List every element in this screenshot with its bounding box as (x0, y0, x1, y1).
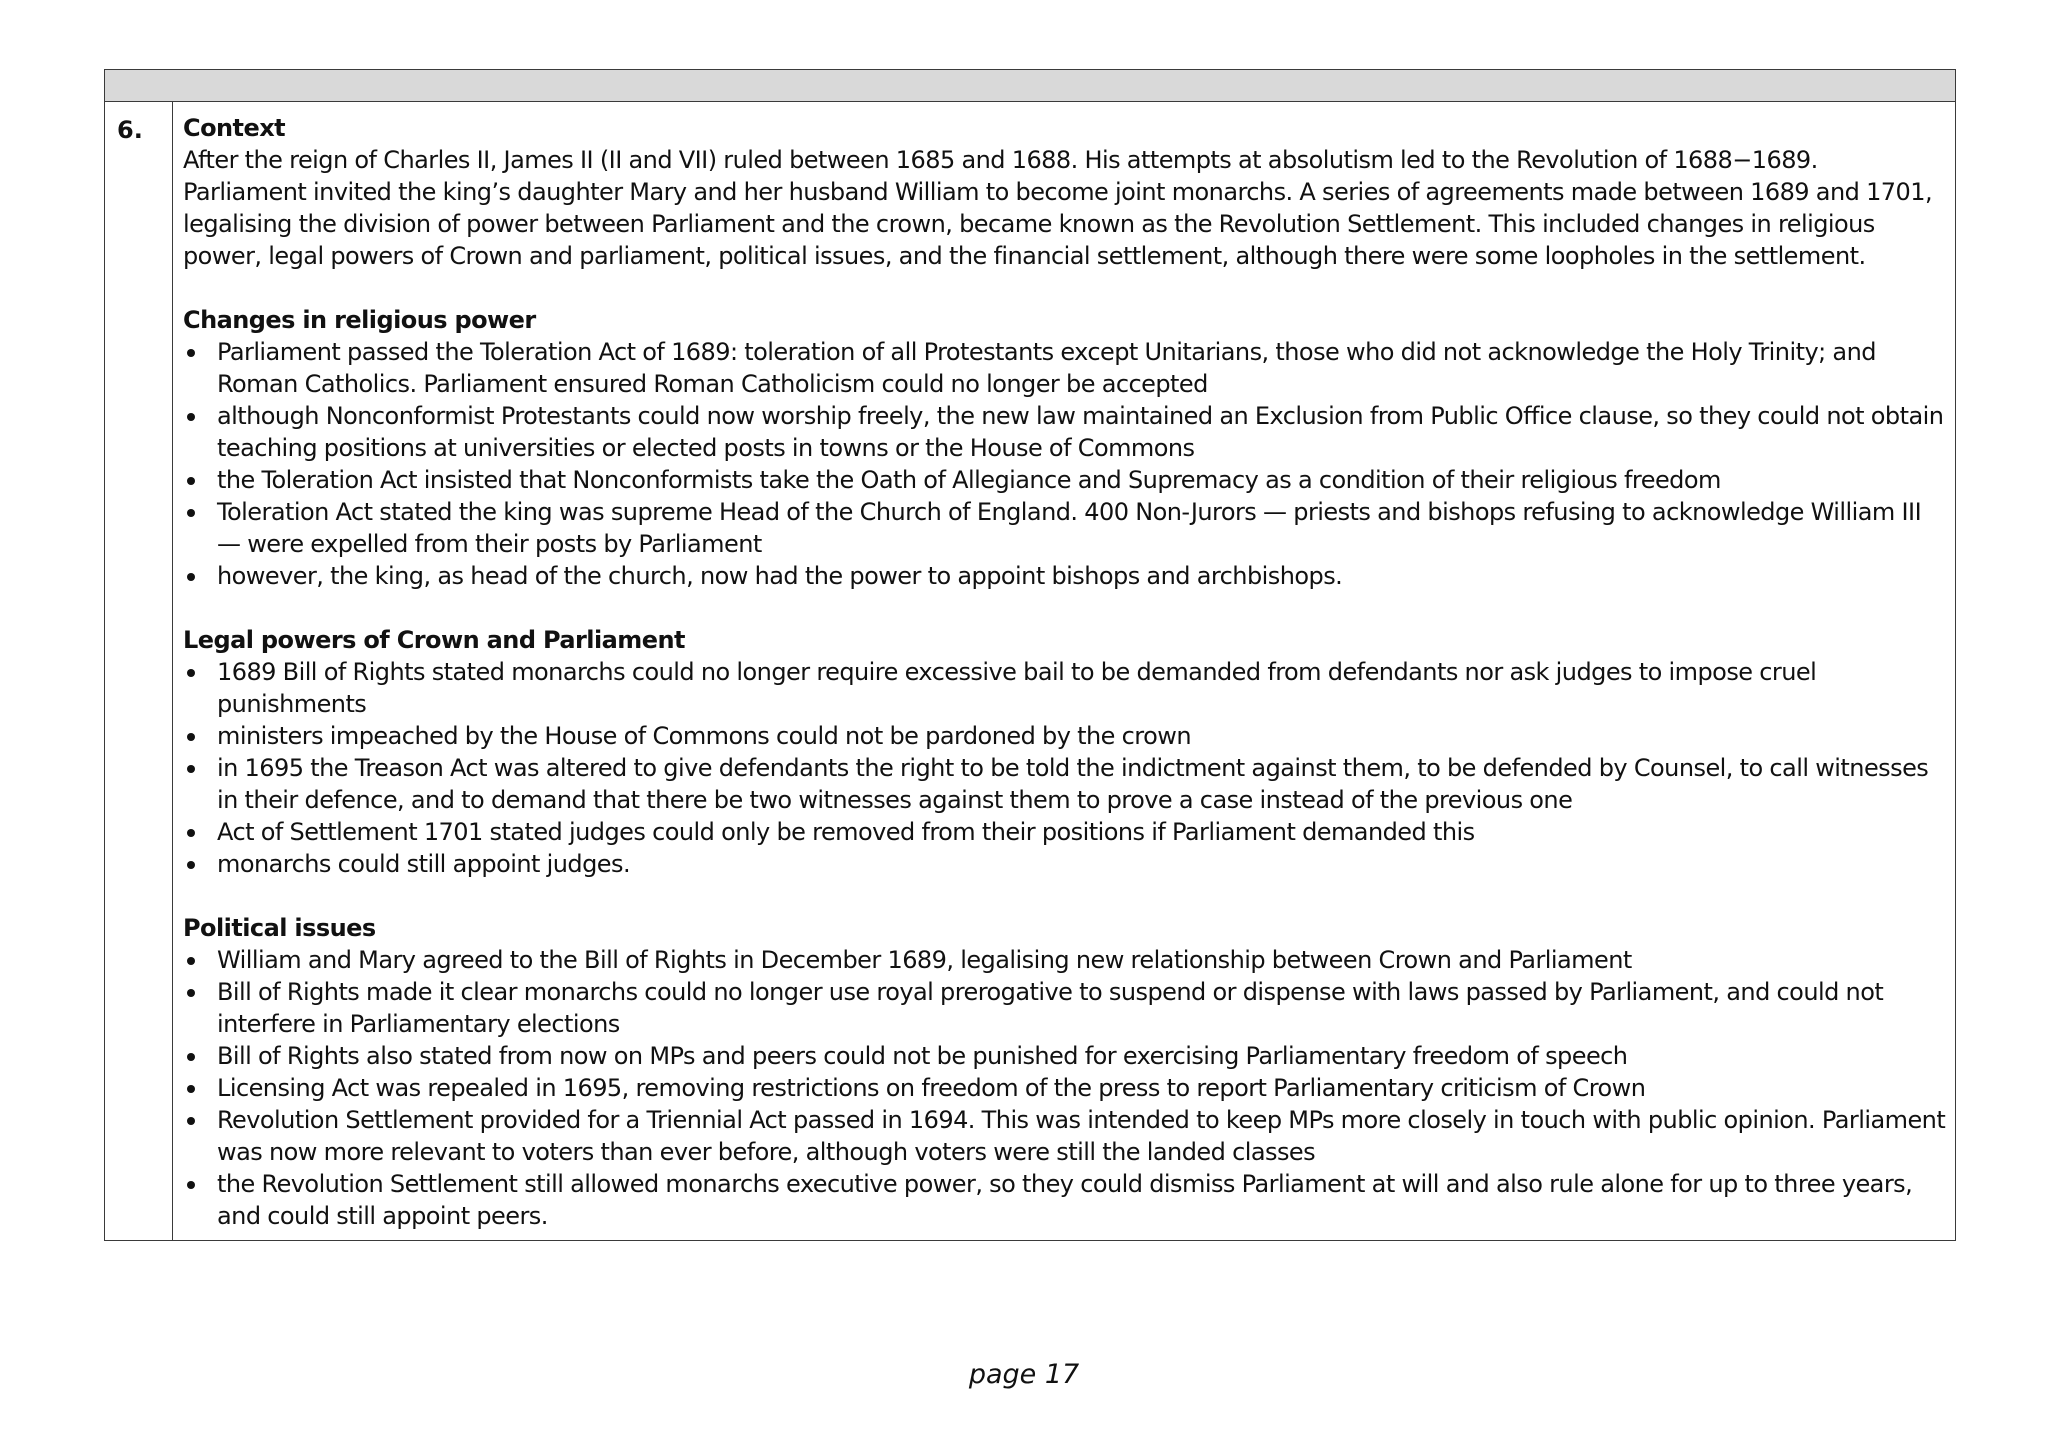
list-item (183, 336, 1947, 400)
bullet-icon (187, 989, 195, 997)
section-spacer (183, 880, 1947, 912)
bullet-icon (187, 765, 195, 773)
list-item-text: ministers impeached by the House of Commons could not be pardoned by the crown (217, 722, 1191, 750)
religious-list (183, 336, 1947, 592)
list-item (183, 816, 1947, 848)
list-item-text: Revolution Settlement provided for a Triennial Act passed in 1694. This was intended to keep MPs more closely in touch with public opinion. Parliament was now more relevant to voters than ever before, although voters were still the landed classes (217, 1106, 1946, 1166)
list-item (183, 1168, 1947, 1232)
bullet-icon (187, 509, 195, 517)
list-item-text: Parliament passed the Toleration Act of 1689: toleration of all Protestants except Unitarians, those who did not acknowledge the Holy Trinity; and Roman Catholics. Parliament ensured Roman Catholicism could no longer be accepted (217, 338, 1876, 398)
list-item-text: Act of Settlement 1701 stated judges could only be removed from their positions if Parliament demanded this (217, 818, 1475, 846)
bullet-icon (187, 1117, 195, 1125)
list-item-text: 1689 Bill of Rights stated monarchs could no longer require excessive bail to be demanded from defendants nor ask judges to impose cruel punishments (217, 658, 1817, 718)
list-item-text: William and Mary agreed to the Bill of Rights in December 1689, legalising new relationship between Crown and Parliament (217, 946, 1632, 974)
list-item (183, 1040, 1947, 1072)
list-item (183, 944, 1947, 976)
bullet-icon (187, 1053, 195, 1061)
bullet-icon (187, 829, 195, 837)
answer-content (173, 102, 1955, 1240)
bullet-icon (187, 349, 195, 357)
table-header-band (105, 70, 1955, 102)
legal-list (183, 656, 1947, 880)
section-spacer (183, 272, 1947, 304)
list-item (183, 752, 1947, 816)
bullet-icon (187, 957, 195, 965)
list-item (183, 1072, 1947, 1104)
list-item-text: Toleration Act stated the king was supreme Head of the Church of England. 400 Non-Jurors — priests and bishops refusing to acknowledge William III — were expelled from their posts by Parliament (217, 498, 1922, 558)
list-item-text: however, the king, as head of the church, now had the power to appoint bishops and archbishops. (217, 562, 1343, 590)
bullet-icon (187, 1181, 195, 1189)
political-heading: Political issues (183, 914, 376, 942)
list-item-text: the Toleration Act insisted that Nonconformists take the Oath of Allegiance and Supremacy as a condition of their religious freedom (217, 466, 1721, 494)
context-heading: Context (183, 114, 286, 142)
list-item-text: Bill of Rights made it clear monarchs could no longer use royal prerogative to suspend or dispense with laws passed by Parliament, and could not interfere in Parliamentary elections (217, 978, 1884, 1038)
bullet-icon (187, 733, 195, 741)
bullet-icon (187, 669, 195, 677)
legal-heading: Legal powers of Crown and Parliament (183, 626, 685, 654)
list-item (183, 848, 1947, 880)
list-item (183, 464, 1947, 496)
context-paragraph: After the reign of Charles II, James II (II and VII) ruled between 1685 and 1688. His attempts at absolutism led to the Revolution of 1688−1689. Parliament invited the king’s daughter Mary and her husband William to become joint monarchs. A series of agreements made between 1689 and 1701, legalising the division of power between Parliament and the crown, became known as the Revolution Settlement. This included changes in religious power, legal powers of Crown and parliament, political issues, and the financial settlement, although there were some loopholes in the settlement. (183, 146, 1933, 270)
marking-table (104, 69, 1956, 1241)
political-list (183, 944, 1947, 1232)
religious-heading: Changes in religious power (183, 306, 536, 334)
bullet-icon (187, 573, 195, 581)
page-number: page 17 (968, 1359, 1080, 1390)
table-row (105, 102, 1955, 1240)
question-number: 6. (105, 102, 173, 1240)
list-item-text: although Nonconformist Protestants could now worship freely, the new law maintained an Exclusion from Public Office clause, so they could not obtain teaching positions at universities or elected posts in towns or the House of Commons (217, 402, 1944, 462)
list-item-text: Bill of Rights also stated from now on MPs and peers could not be punished for exercising Parliamentary freedom of speech (217, 1042, 1628, 1070)
list-item-text: the Revolution Settlement still allowed monarchs executive power, so they could dismiss Parliament at will and also rule alone for up to three years, and could still appoint peers. (217, 1170, 1913, 1230)
bullet-icon (187, 477, 195, 485)
list-item (183, 1104, 1947, 1168)
bullet-icon (187, 1085, 195, 1093)
list-item (183, 400, 1947, 464)
section-spacer (183, 592, 1947, 624)
list-item-text: Licensing Act was repealed in 1695, removing restrictions on freedom of the press to report Parliamentary criticism of Crown (217, 1074, 1646, 1102)
list-item (183, 560, 1947, 592)
bullet-icon (187, 413, 195, 421)
list-item (183, 976, 1947, 1040)
list-item (183, 656, 1947, 720)
list-item (183, 496, 1947, 560)
list-item-text: monarchs could still appoint judges. (217, 850, 631, 878)
list-item-text: in 1695 the Treason Act was altered to give defendants the right to be told the indictment against them, to be defended by Counsel, to call witnesses in their defence, and to demand that there be two witnesses against them to prove a case instead of the previous one (217, 754, 1929, 814)
list-item (183, 720, 1947, 752)
bullet-icon (187, 861, 195, 869)
